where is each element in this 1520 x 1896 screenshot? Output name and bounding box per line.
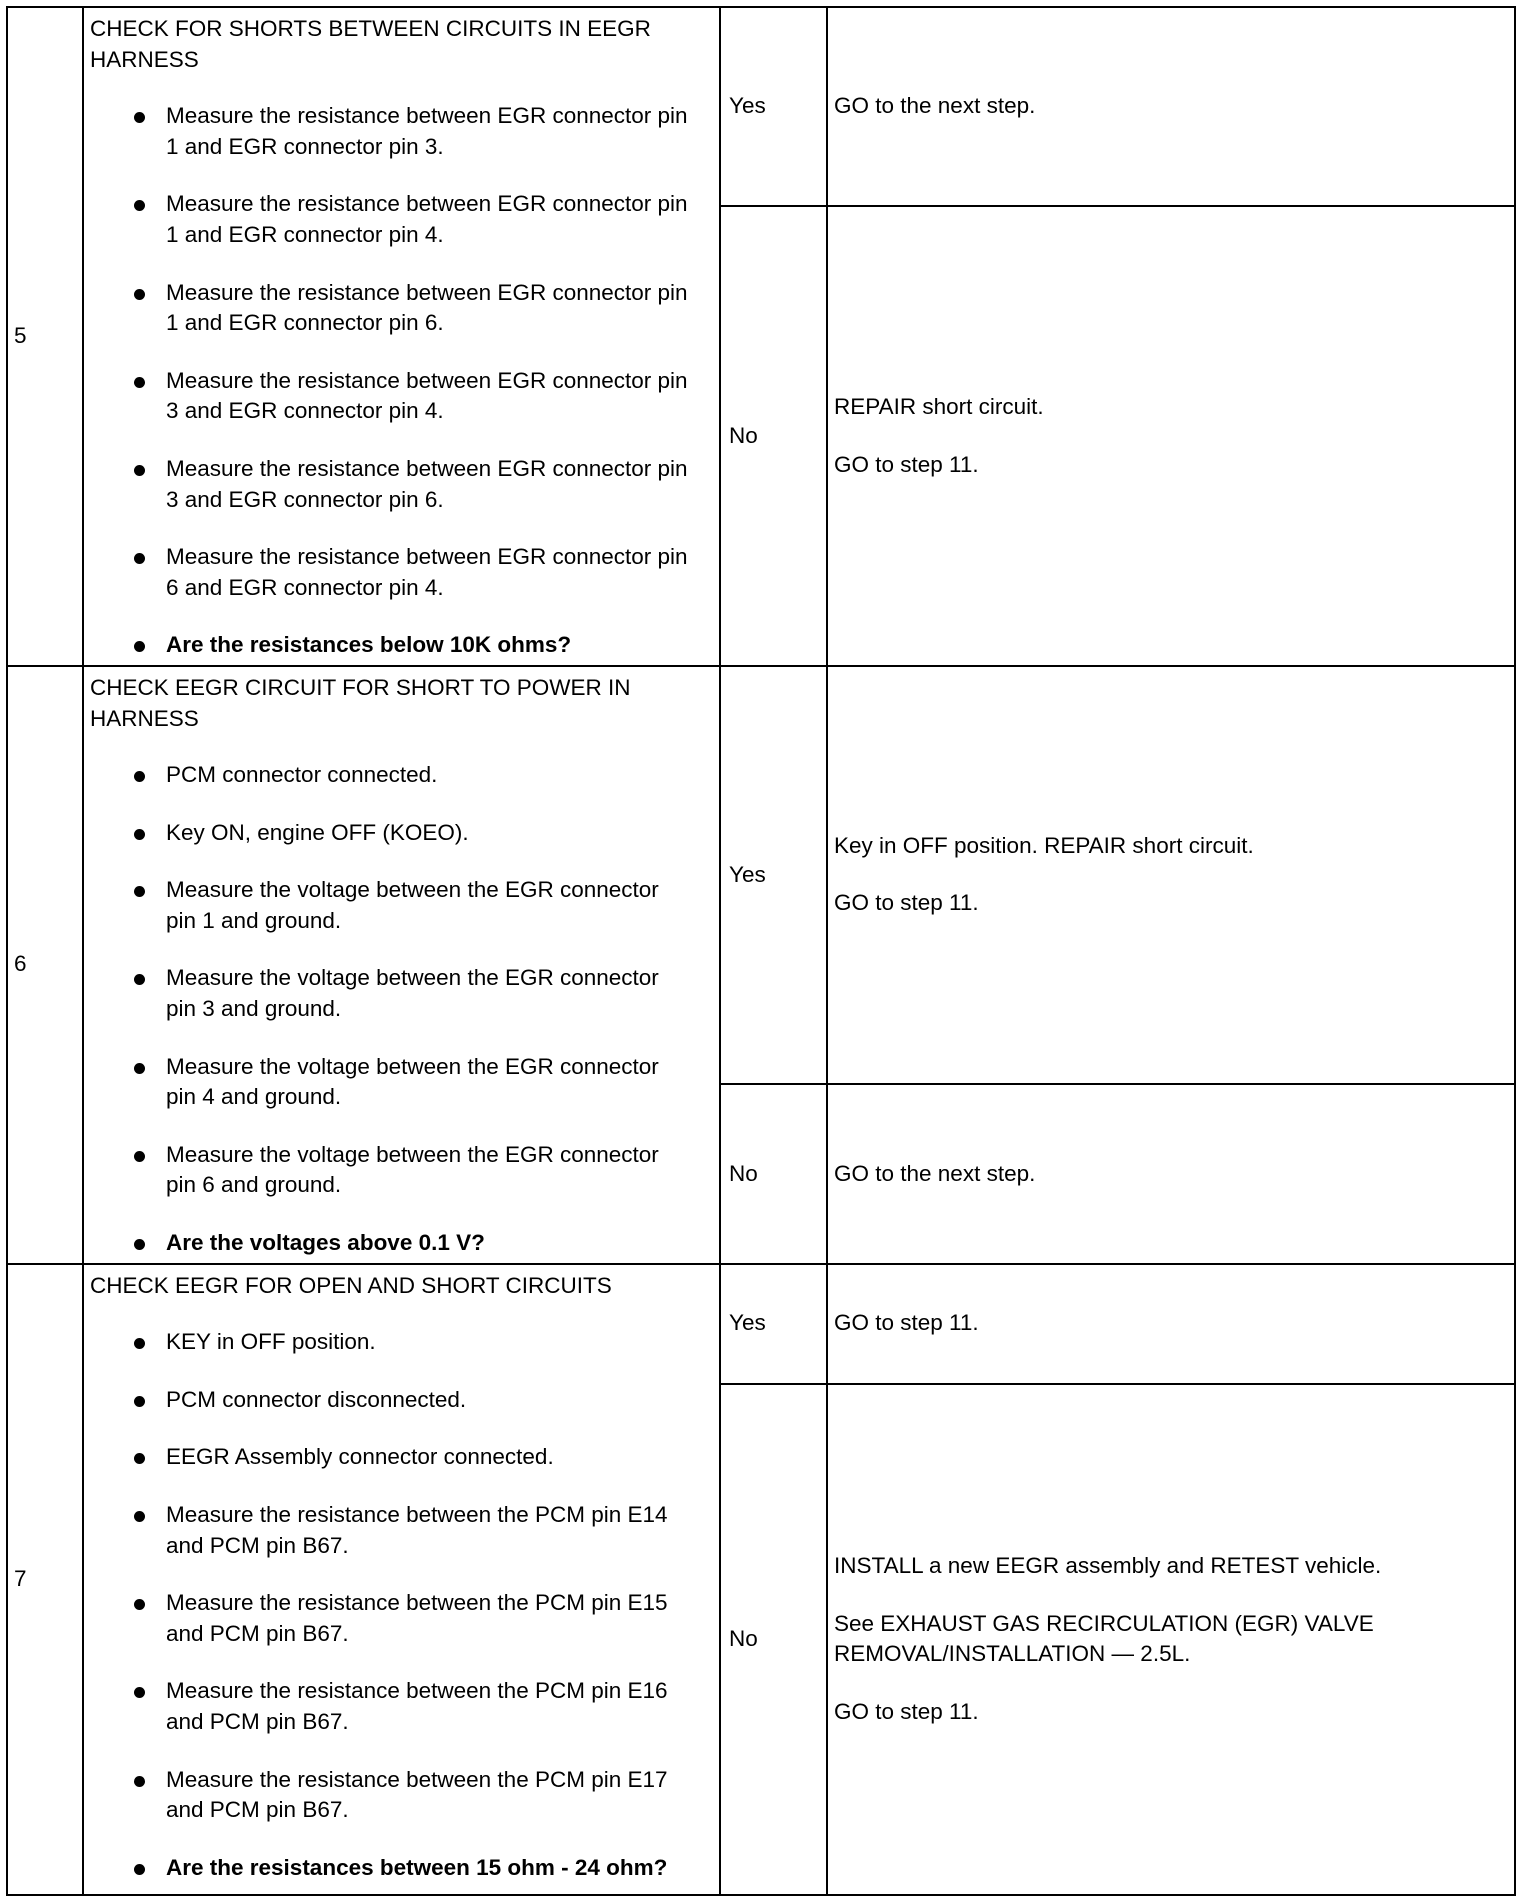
answer-yes: Yes	[720, 1264, 827, 1384]
bullet-icon	[134, 1599, 145, 1610]
test-step-list	[90, 101, 709, 661]
test-step: Measure the resistance between EGR connector pin 1 and EGR connector pin 6.	[90, 278, 709, 339]
bullet-icon	[134, 1239, 145, 1250]
bullet-icon	[134, 886, 145, 897]
diagnostic-table	[6, 6, 1516, 1896]
bullet-icon	[134, 1687, 145, 1698]
test-procedure	[83, 1264, 720, 1895]
bullet-icon	[134, 1453, 145, 1464]
test-question: Are the resistances below 10K ohms?	[90, 630, 709, 661]
answer-no: No	[720, 206, 827, 666]
action-yes	[827, 1264, 1515, 1384]
test-step: PCM connector connected.	[90, 760, 709, 791]
test-step: Measure the resistance between EGR connector pin 6 and EGR connector pin 4.	[90, 542, 709, 603]
bullet-icon	[134, 1396, 145, 1407]
bullet-icon	[134, 112, 145, 123]
action-text: GO to the next step.	[834, 93, 1036, 119]
test-step: Measure the voltage between the EGR connector pin 4 and ground.	[90, 1052, 709, 1113]
test-step: Key ON, engine OFF (KOEO).	[90, 818, 709, 849]
test-procedure	[83, 666, 720, 1264]
test-step: Measure the resistance between EGR connector pin 1 and EGR connector pin 3.	[90, 101, 709, 162]
action-no	[827, 1084, 1515, 1264]
test-step: Measure the resistance between EGR connector pin 3 and EGR connector pin 6.	[90, 454, 709, 515]
test-step-list	[90, 760, 709, 1259]
test-step: KEY in OFF position.	[90, 1327, 709, 1358]
bullet-icon	[134, 1151, 145, 1162]
action-yes	[827, 7, 1515, 206]
test-step: Measure the resistance between the PCM pin E16 and PCM pin B67.	[90, 1676, 709, 1737]
test-title: CHECK EEGR CIRCUIT FOR SHORT TO POWER IN HARNESS	[90, 674, 631, 731]
action-text: GO to step 11.	[834, 1698, 979, 1724]
action-text: GO to the next step.	[834, 1160, 1036, 1186]
answer-yes: Yes	[720, 666, 827, 1084]
test-step: Measure the resistance between EGR connector pin 3 and EGR connector pin 4.	[90, 366, 709, 427]
bullet-icon	[134, 1063, 145, 1074]
action-no	[827, 1384, 1515, 1895]
test-question: Are the resistances between 15 ohm - 24 ohm?	[90, 1853, 709, 1884]
action-text: INSTALL a new EEGR assembly and RETEST vehicle.	[834, 1552, 1382, 1578]
bullet-icon	[134, 553, 145, 564]
step-6-yes-row	[7, 666, 1515, 1084]
action-text: GO to step 11.	[834, 1310, 979, 1336]
bullet-icon	[134, 641, 145, 652]
test-step: Measure the resistance between the PCM pin E15 and PCM pin B67.	[90, 1588, 709, 1649]
test-step: Measure the resistance between the PCM pin E17 and PCM pin B67.	[90, 1765, 709, 1826]
test-title: CHECK FOR SHORTS BETWEEN CIRCUITS IN EEGR HARNESS	[90, 16, 651, 72]
test-step: Measure the voltage between the EGR connector pin 3 and ground.	[90, 963, 709, 1024]
answer-yes: Yes	[720, 7, 827, 206]
bullet-icon	[134, 200, 145, 211]
bullet-icon	[134, 1338, 145, 1349]
bullet-icon	[134, 829, 145, 840]
test-title: CHECK EEGR FOR OPEN AND SHORT CIRCUITS	[90, 1272, 612, 1298]
action-yes	[827, 666, 1515, 1084]
bullet-icon	[134, 771, 145, 782]
test-step: Measure the resistance between the PCM pin E14 and PCM pin B67.	[90, 1500, 709, 1561]
step-5-yes-row	[7, 7, 1515, 206]
answer-no: No	[720, 1384, 827, 1895]
action-no	[827, 206, 1515, 666]
action-text: REPAIR short circuit.	[834, 394, 1044, 420]
action-text: GO to step 11.	[834, 890, 979, 916]
test-procedure	[83, 7, 720, 666]
test-step: PCM connector disconnected.	[90, 1385, 709, 1416]
answer-no: No	[720, 1084, 827, 1264]
bullet-icon	[134, 377, 145, 388]
test-step: EEGR Assembly connector connected.	[90, 1442, 709, 1473]
bullet-icon	[134, 1776, 145, 1787]
test-step-list	[90, 1327, 709, 1883]
bullet-icon	[134, 465, 145, 476]
test-step: Measure the voltage between the EGR connector pin 1 and ground.	[90, 875, 709, 936]
step-7-yes-row	[7, 1264, 1515, 1384]
bullet-icon	[134, 1511, 145, 1522]
test-step: Measure the resistance between EGR connector pin 1 and EGR connector pin 4.	[90, 189, 709, 250]
action-text: GO to step 11.	[834, 451, 979, 477]
step-number: 5	[7, 7, 83, 666]
test-question: Are the voltages above 0.1 V?	[90, 1228, 709, 1259]
bullet-icon	[134, 974, 145, 985]
action-text: Key in OFF position. REPAIR short circuit.	[834, 832, 1254, 858]
test-step: Measure the voltage between the EGR connector pin 6 and ground.	[90, 1140, 709, 1201]
bullet-icon	[134, 1864, 145, 1875]
step-number: 7	[7, 1264, 83, 1895]
bullet-icon	[134, 289, 145, 300]
step-number: 6	[7, 666, 83, 1264]
action-text: See EXHAUST GAS RECIRCULATION (EGR) VALVE REMOVAL/INSTALLATION — 2.5L.	[834, 1610, 1374, 1667]
